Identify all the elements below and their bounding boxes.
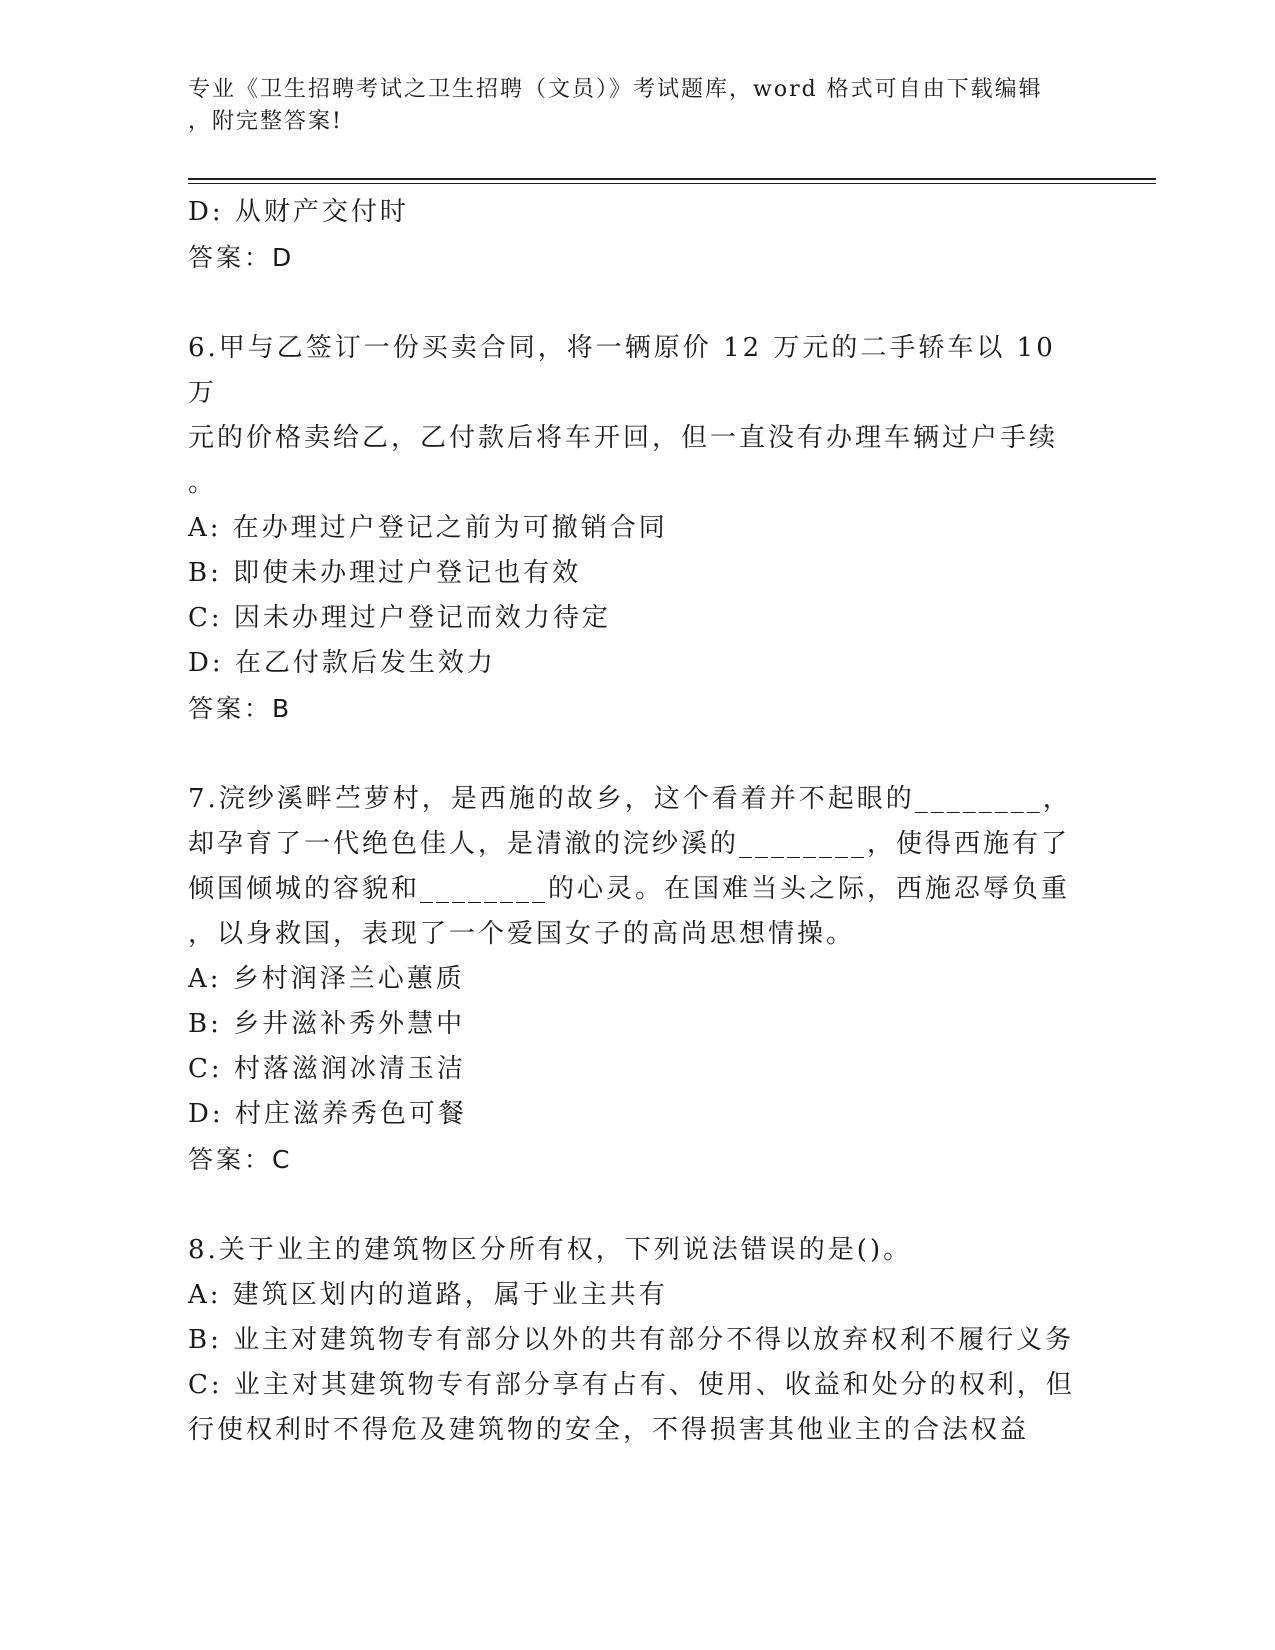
question-7 — [188, 777, 1088, 1182]
answer-line: 答案：B — [188, 694, 293, 723]
question-stem-line: 倾国倾城的容貌和________的心灵。在国难当头之际，西施忍辱负重 — [188, 874, 1071, 904]
question-stem-line: 元的价格卖给乙，乙付款后将车开回，但一直没有办理车辆过户手续 — [188, 423, 1059, 453]
option-a: A: 在办理过户登记之前为可撤销合同 — [188, 513, 668, 543]
question-5-tail — [188, 190, 1088, 280]
question-stem-line: 却孕育了一代绝色佳人，是清澈的浣纱溪的________，使得西施有了 — [188, 829, 1071, 859]
option-c: C: 业主对其建筑物专有部分享有占有、使用、收益和处分的权利，但 — [188, 1370, 1075, 1400]
question-stem-line: 。 — [188, 468, 218, 498]
question-stem-line: ，以身救国，表现了一个爱国女子的高尚思想情操。 — [188, 919, 856, 949]
question-6 — [188, 326, 1088, 731]
answer-line: 答案：C — [188, 1145, 293, 1174]
question-stem-line: 6.甲与乙签订一份买卖合同，将一辆原价 12 万元的二手轿车以 10 万 — [188, 333, 1056, 408]
question-stem-line: 8.关于业主的建筑物区分所有权，下列说法错误的是()。 — [188, 1235, 913, 1265]
header-rule-thin — [188, 183, 1156, 184]
option-d: D: 在乙付款后发生效力 — [188, 648, 496, 678]
option-d: D: 村庄滋养秀色可餐 — [188, 1099, 467, 1129]
option-a: A: 乡村润泽兰心蕙质 — [188, 964, 465, 994]
option-d: D: 从财产交付时 — [188, 197, 409, 227]
option-c: C: 因未办理过户登记而效力待定 — [188, 603, 611, 633]
option-c: C: 村落滋润冰清玉洁 — [188, 1054, 466, 1084]
header-rule-thick — [188, 178, 1156, 180]
option-b: B: 乡井滋补秀外慧中 — [188, 1009, 466, 1039]
header-line-1: 专业《卫生招聘考试之卫生招聘（文员）》考试题库，word 格式可自由下载编辑 — [188, 77, 1043, 102]
question-stem-line: 7.浣纱溪畔苎萝村，是西施的故乡，这个看着并不起眼的________， — [188, 784, 1072, 814]
answer-line: 答案：D — [188, 243, 295, 272]
question-content — [188, 190, 1088, 1453]
option-a: A: 建筑区划内的道路，属于业主共有 — [188, 1280, 668, 1310]
option-b: B: 即使未办理过户登记也有效 — [188, 558, 582, 588]
option-b: B: 业主对建筑物专有部分以外的共有部分不得以放弃权利不履行义务 — [188, 1325, 1075, 1355]
page-header — [188, 74, 1068, 138]
question-8 — [188, 1228, 1088, 1453]
option-c-continuation: 行使权利时不得危及建筑物的安全，不得损害其他业主的合法权益 — [188, 1415, 1030, 1445]
header-line-2: ，附完整答案! — [188, 109, 343, 134]
